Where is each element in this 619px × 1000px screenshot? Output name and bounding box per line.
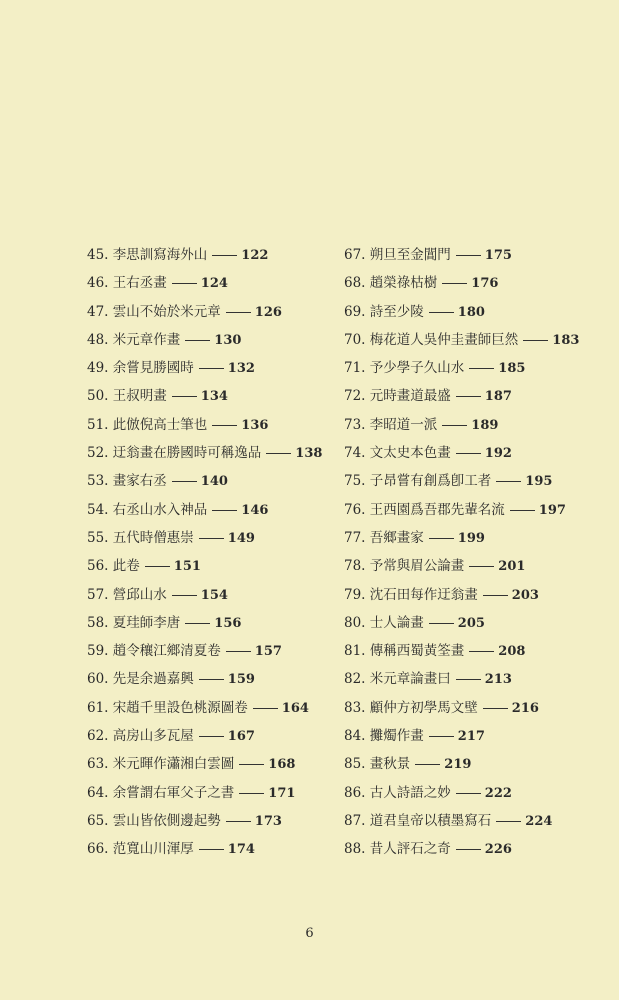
entry-page: 134 [200, 389, 228, 405]
leader-line [429, 538, 454, 539]
entry-number: 76. [344, 501, 366, 518]
entry-page: 189 [471, 417, 499, 433]
entry-page: 203 [511, 587, 539, 603]
entry-title: 畫秋景 [369, 756, 411, 773]
leader-line [456, 849, 481, 850]
leader-line [456, 793, 481, 794]
toc-entry [344, 807, 594, 835]
entry-title: 米元暉作瀟湘白雲圖 [112, 756, 235, 773]
entry-number: 48. [87, 331, 109, 348]
toc-entry [344, 750, 594, 778]
entry-page: 136 [241, 417, 269, 433]
entry-page: 224 [525, 813, 553, 829]
leader-line [483, 708, 508, 709]
leader-line [469, 566, 494, 567]
entry-title: 攤燭作畫 [369, 728, 424, 745]
leader-line [253, 708, 278, 709]
leader-line [442, 283, 467, 284]
entry-number: 51. [87, 416, 109, 433]
toc-entry [344, 326, 594, 354]
entry-title: 文太史本色畫 [369, 445, 451, 462]
leader-line [172, 595, 197, 596]
entry-number: 53. [87, 473, 109, 490]
entry-number: 47. [87, 303, 109, 320]
toc-entry [344, 496, 594, 524]
entry-title: 士人論畫 [369, 614, 424, 631]
toc-entry [87, 354, 327, 382]
toc-entry [344, 269, 594, 297]
leader-line [239, 793, 264, 794]
toc-entry [87, 467, 327, 495]
toc-entry [87, 439, 327, 467]
entry-title: 李思訓寫海外山 [112, 247, 208, 263]
entry-number: 69. [344, 303, 366, 320]
leader-line [496, 821, 521, 822]
toc-entry [344, 581, 594, 609]
toc-entry [344, 637, 594, 665]
entry-number: 66. [87, 841, 109, 858]
entry-title: 余嘗謂右軍父子之書 [112, 784, 235, 801]
entry-page: 205 [457, 615, 485, 631]
entry-number: 75. [344, 473, 366, 490]
entry-title: 王西園爲吾郡先輩名流 [369, 501, 505, 518]
toc-entry [87, 609, 327, 637]
entry-title: 王叔明畫 [112, 388, 167, 405]
toc-entry [344, 722, 594, 750]
entry-title: 迂翁畫在勝國時可稱逸品 [112, 445, 262, 462]
toc-entry [87, 722, 327, 750]
entry-number: 65. [87, 812, 109, 829]
entry-page: 176 [471, 276, 499, 292]
entry-number: 59. [87, 643, 109, 660]
leader-line [145, 566, 170, 567]
leader-line [469, 368, 494, 369]
entry-page: 167 [227, 729, 255, 745]
entry-number: 67. [344, 247, 366, 263]
leader-line [199, 368, 224, 369]
entry-page: 171 [268, 785, 296, 801]
entry-number: 46. [87, 275, 109, 292]
entry-page: 124 [200, 276, 228, 292]
toc-entry [344, 609, 594, 637]
page-number: 6 [305, 926, 314, 941]
entry-title: 趙令穰江鄉清夏卷 [112, 643, 221, 660]
toc-entry [87, 807, 327, 835]
leader-line [199, 849, 224, 850]
entry-title: 古人詩語之妙 [369, 784, 451, 801]
leader-line [212, 425, 237, 426]
entry-title: 顧仲方初學馬文壁 [369, 699, 478, 716]
entry-page: 216 [511, 700, 539, 716]
leader-line [429, 736, 454, 737]
toc-entry [87, 581, 327, 609]
leader-line [429, 623, 454, 624]
entry-title: 吾鄉畫家 [369, 529, 424, 546]
entry-page: 195 [525, 474, 553, 490]
entry-page: 197 [538, 502, 566, 518]
entry-number: 62. [87, 728, 109, 745]
entry-number: 54. [87, 501, 109, 518]
toc-entry [344, 467, 594, 495]
entry-page: 159 [227, 672, 255, 688]
entry-title: 范寬山川渾厚 [112, 841, 194, 858]
entry-page: 192 [484, 446, 512, 462]
entry-number: 80. [344, 614, 366, 631]
toc-entry [87, 524, 327, 552]
entry-number: 57. [87, 586, 109, 603]
toc-entry [344, 779, 594, 807]
entry-number: 83. [344, 699, 366, 716]
entry-number: 85. [344, 756, 366, 773]
entry-title: 傳稱西蜀黃筌畫 [369, 643, 465, 660]
entry-number: 49. [87, 360, 109, 377]
leader-line [456, 679, 481, 680]
leader-line [239, 764, 264, 765]
entry-page: 168 [268, 757, 296, 773]
entry-number: 71. [344, 360, 366, 377]
entry-title: 李昭道一派 [369, 416, 438, 433]
entry-page: 151 [173, 559, 201, 575]
toc-entry [87, 835, 327, 863]
entry-number: 68. [344, 275, 366, 292]
leader-line [172, 396, 197, 397]
entry-page: 208 [498, 644, 526, 660]
toc-entry [344, 835, 594, 863]
leader-line [415, 764, 440, 765]
toc-entry [87, 326, 327, 354]
entry-title: 此倣倪高士筆也 [112, 416, 208, 433]
entry-page: 173 [254, 813, 282, 829]
entry-number: 50. [87, 388, 109, 405]
leader-line [199, 679, 224, 680]
entry-page: 183 [552, 332, 580, 348]
entry-title: 先是余過嘉興 [112, 671, 194, 688]
toc-entry [344, 439, 594, 467]
entry-number: 64. [87, 784, 109, 801]
entry-page: 146 [241, 502, 269, 518]
entry-number: 84. [344, 728, 366, 745]
toc-entry [87, 382, 327, 410]
entry-page: 213 [484, 672, 512, 688]
entry-page: 226 [484, 842, 512, 858]
entry-number: 86. [344, 784, 366, 801]
entry-number: 52. [87, 445, 109, 462]
entry-title: 道君皇帝以積墨寫石 [369, 812, 492, 829]
toc-entry [87, 411, 327, 439]
entry-number: 45. [87, 247, 109, 263]
entry-number: 72. [344, 388, 366, 405]
leader-line [469, 651, 494, 652]
leader-line [496, 481, 521, 482]
entry-title: 詩至少陵 [369, 303, 424, 320]
entry-page: 126 [254, 304, 282, 320]
entry-title: 高房山多瓦屋 [112, 728, 194, 745]
toc-entry [87, 665, 327, 693]
entry-page: 187 [484, 389, 512, 405]
toc-entry [344, 524, 594, 552]
entry-title: 余嘗見勝國時 [112, 360, 194, 377]
entry-page: 199 [457, 530, 485, 546]
toc-entry [344, 354, 594, 382]
toc-entry [87, 241, 327, 269]
entry-title: 王右丞畫 [112, 275, 167, 292]
entry-title: 畫家右丞 [112, 473, 167, 490]
entry-title: 朔旦至金閶門 [369, 247, 451, 263]
toc-entry [344, 665, 594, 693]
leader-line [185, 623, 210, 624]
leader-line [456, 255, 481, 256]
entry-number: 56. [87, 558, 109, 575]
entry-number: 78. [344, 558, 366, 575]
leader-line [199, 538, 224, 539]
toc-entry [344, 552, 594, 580]
entry-page: 138 [295, 446, 323, 462]
leader-line [226, 312, 251, 313]
leader-line [523, 340, 548, 341]
toc-entry [87, 496, 327, 524]
entry-page: 164 [281, 700, 309, 716]
toc-entry [87, 552, 327, 580]
leader-line [172, 283, 197, 284]
entry-page: 156 [214, 615, 242, 631]
entry-title: 梅花道人吳仲圭畫師巨然 [369, 331, 519, 348]
leader-line [429, 312, 454, 313]
toc-right-column [344, 241, 594, 864]
entry-page: 185 [498, 361, 526, 377]
leader-line [456, 396, 481, 397]
entry-page: 154 [200, 587, 228, 603]
entry-number: 61. [87, 699, 109, 716]
toc-entry [344, 241, 594, 269]
entry-page: 222 [484, 785, 512, 801]
entry-page: 175 [484, 248, 512, 263]
entry-title: 夏珪師李唐 [112, 614, 181, 631]
leader-line [510, 510, 535, 511]
entry-title: 沈石田每作迂翁畫 [369, 586, 478, 603]
toc-entry [87, 779, 327, 807]
entry-number: 63. [87, 756, 109, 773]
entry-page: 174 [227, 842, 255, 858]
entry-page: 180 [457, 304, 485, 320]
entry-number: 81. [344, 643, 366, 660]
entry-title: 予少學子久山水 [369, 360, 465, 377]
leader-line [199, 736, 224, 737]
toc-left-column [87, 241, 327, 864]
entry-title: 予常與眉公論畫 [369, 558, 465, 575]
entry-number: 70. [344, 331, 366, 348]
entry-page: 140 [200, 474, 228, 490]
entry-number: 79. [344, 586, 366, 603]
entry-title: 營邱山水 [112, 586, 167, 603]
entry-number: 77. [344, 529, 366, 546]
entry-title: 此卷 [112, 558, 140, 575]
toc-entry [87, 750, 327, 778]
toc-entry [344, 411, 594, 439]
toc-entry [87, 298, 327, 326]
entry-number: 58. [87, 614, 109, 631]
entry-page: 219 [444, 757, 472, 773]
toc-entry [344, 382, 594, 410]
leader-line [212, 510, 237, 511]
leader-line [185, 340, 210, 341]
toc-entry [87, 637, 327, 665]
entry-number: 88. [344, 841, 366, 858]
leader-line [456, 453, 481, 454]
entry-title: 右丞山水入神品 [112, 501, 208, 518]
entry-page: 122 [241, 248, 269, 263]
toc-entry [87, 694, 327, 722]
leader-line [172, 481, 197, 482]
entry-title: 米元章論畫曰 [369, 671, 451, 688]
entry-title: 五代時僧惠崇 [112, 529, 194, 546]
leader-line [483, 595, 508, 596]
entry-number: 74. [344, 445, 366, 462]
entry-title: 雲山皆依側邊起勢 [112, 812, 221, 829]
entry-title: 子昂嘗有創爲卽工者 [369, 473, 492, 490]
entry-title: 趙榮祿枯樹 [369, 275, 438, 292]
entry-page: 217 [457, 729, 485, 745]
entry-page: 130 [214, 332, 242, 348]
leader-line [226, 821, 251, 822]
entry-title: 元時畫道最盛 [369, 388, 451, 405]
leader-line [212, 255, 237, 256]
entry-number: 82. [344, 671, 366, 688]
entry-page: 132 [227, 361, 255, 377]
entry-number: 55. [87, 529, 109, 546]
leader-line [226, 651, 251, 652]
entry-page: 149 [227, 530, 255, 546]
leader-line [266, 453, 291, 454]
entry-page: 201 [498, 559, 526, 575]
toc-entry [87, 269, 327, 297]
toc-entry [344, 694, 594, 722]
entry-title: 米元章作畫 [112, 331, 181, 348]
entry-page: 157 [254, 644, 282, 660]
leader-line [442, 425, 467, 426]
entry-number: 73. [344, 416, 366, 433]
entry-title: 昔人評石之奇 [369, 841, 451, 858]
entry-number: 87. [344, 812, 366, 829]
toc-entry [344, 298, 594, 326]
entry-title: 雲山不始於米元章 [112, 303, 221, 320]
entry-number: 60. [87, 671, 109, 688]
entry-title: 宋趙千里設色桃源圖卷 [112, 699, 248, 716]
